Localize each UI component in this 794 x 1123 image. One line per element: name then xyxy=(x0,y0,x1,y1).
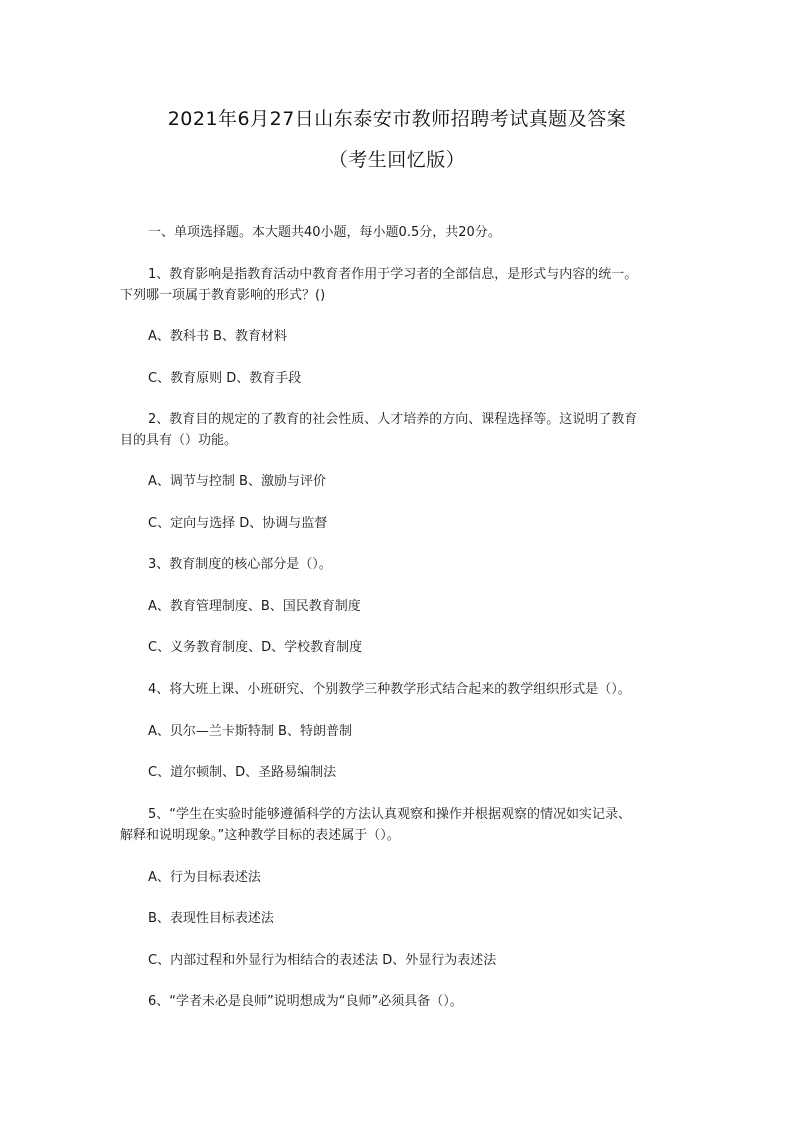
question-5-stem-line-2: 解释和说明现象。”这种教学目标的表述属于（）。 xyxy=(120,828,400,843)
question-4-option-cd: C、道尔顿制、D、圣路易编制法 xyxy=(148,765,337,780)
question-5-option-b: B、表现性目标表述法 xyxy=(148,911,274,926)
question-4-stem: 4、将大班上课、小班研究、个别教学三种教学形式结合起来的教学组织形式是（）。 xyxy=(148,682,631,697)
question-1-stem-line-1: 1、教育影响是指教育活动中教育者作用于学习者的全部信息，是形式与内容的统一。 xyxy=(148,267,638,282)
document-title: 2021年6月27日山东泰安市教师招聘考试真题及答案 xyxy=(167,108,627,130)
question-6-stem: 6、“学者未必是良师”说明想成为“良师”必须具备（）。 xyxy=(148,994,463,1009)
question-5-option-a: A、行为目标表述法 xyxy=(148,870,261,885)
section-heading: 一、单项选择题。本大题共40小题，每小题0.5分，共20分。 xyxy=(148,225,501,240)
question-4-option-ab: A、贝尔—兰卡斯特制 B、特朗普制 xyxy=(148,724,352,739)
question-1-option-cd: C、教育原则 D、教育手段 xyxy=(148,371,302,386)
document-subtitle: （考生回忆版） xyxy=(328,149,466,171)
question-3-stem: 3、教育制度的核心部分是（）。 xyxy=(148,557,332,572)
question-3-option-ab: A、教育管理制度、B、国民教育制度 xyxy=(148,599,361,614)
question-1-stem xyxy=(120,264,680,306)
question-1-option-ab: A、教科书 B、教育材料 xyxy=(148,329,287,344)
question-5-stem xyxy=(120,804,680,846)
question-5-stem-line-1: 5、“学生在实验时能够遵循科学的方法认真观察和操作并根据观察的情况如实记录、 xyxy=(148,807,632,822)
question-2-option-cd: C、定向与选择 D、协调与监督 xyxy=(148,516,328,531)
question-2-option-ab: A、调节与控制 B、激励与评价 xyxy=(148,474,326,489)
question-1-stem-line-2: 下列哪一项属于教育影响的形式？() xyxy=(120,288,326,303)
question-2-stem-line-1: 2、教育目的规定的了教育的社会性质、人才培养的方向、课程选择等。这说明了教育 xyxy=(148,412,638,427)
question-5-option-cd: C、内部过程和外显行为相结合的表述法 D、外显行为表述法 xyxy=(148,953,497,968)
question-2-stem xyxy=(120,409,680,451)
question-2-stem-line-2: 目的具有（）功能。 xyxy=(120,433,238,448)
question-3-option-cd: C、义务教育制度、D、学校教育制度 xyxy=(148,640,363,655)
